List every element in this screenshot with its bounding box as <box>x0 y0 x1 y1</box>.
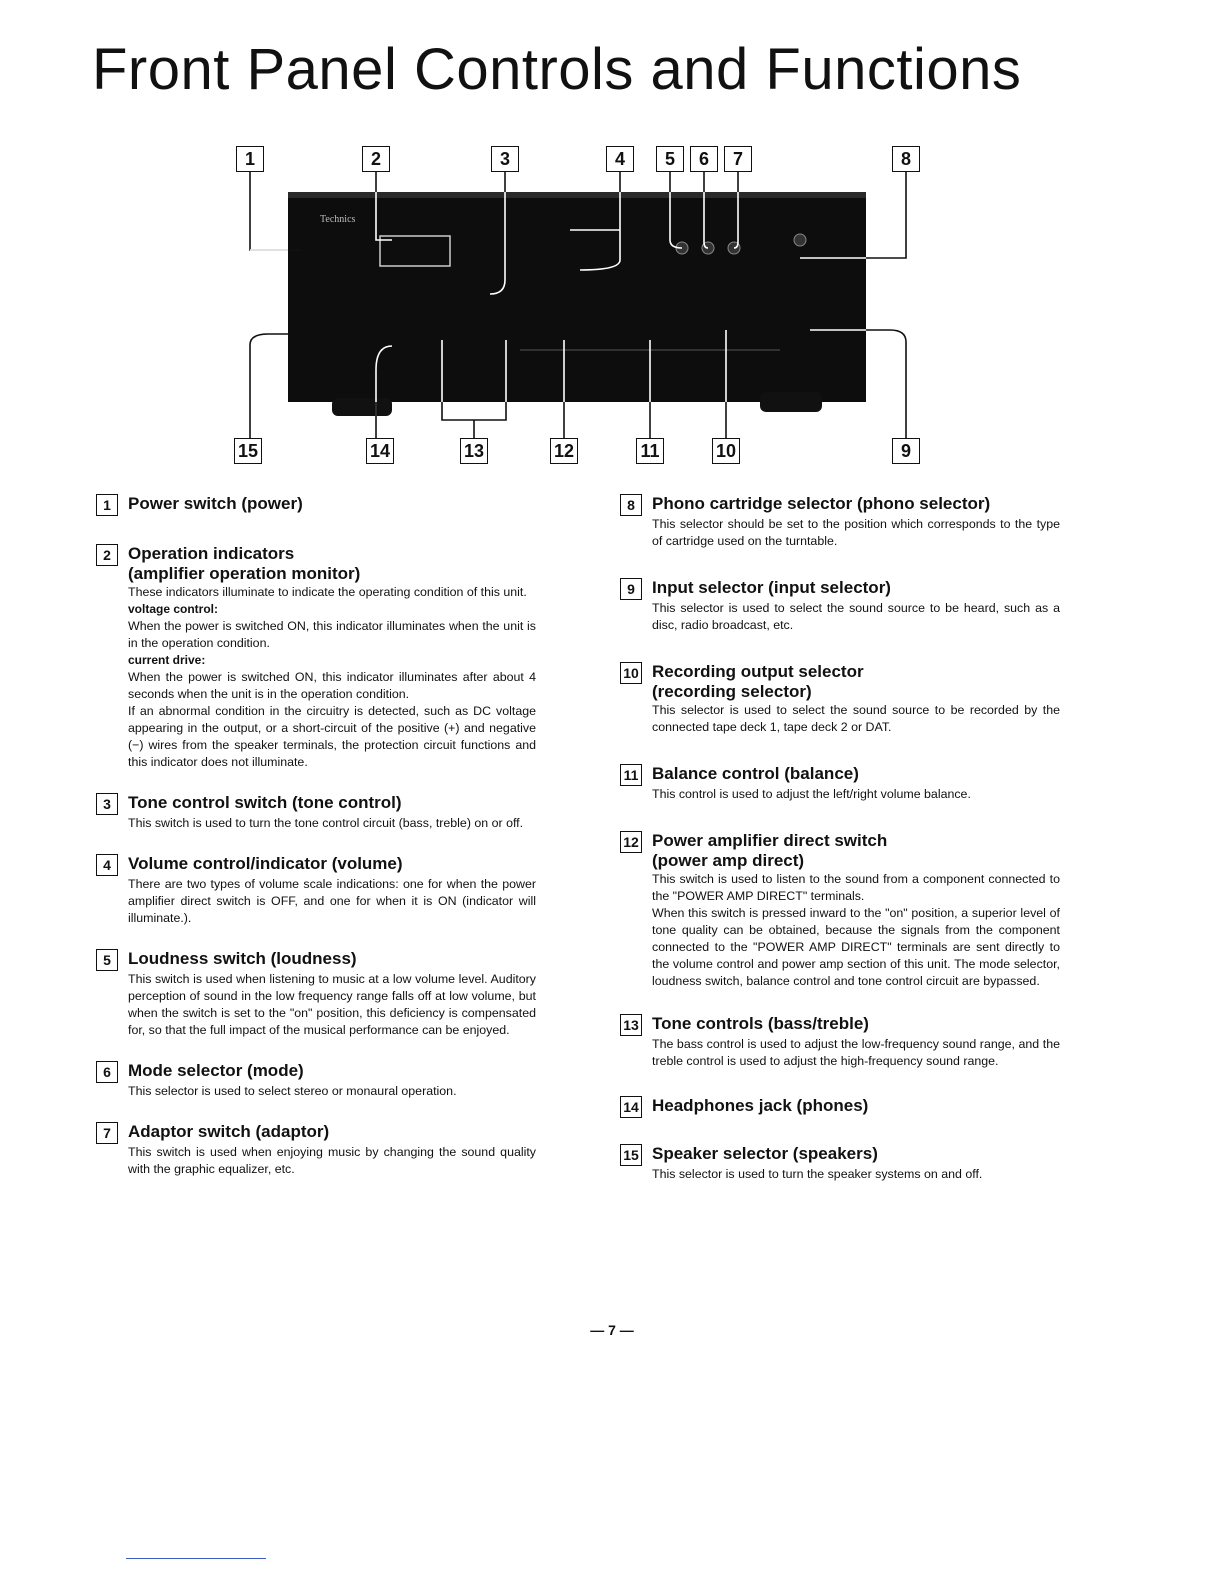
callout-5: 5 <box>656 146 684 172</box>
item-paragraph: The bass control is used to adjust the low-frequency sound range, and the treble control is used to adjust the high-frequency sound range. <box>652 1037 1060 1068</box>
item-number: 8 <box>620 494 642 516</box>
item-heading: Loudness switch (loudness) <box>128 949 357 968</box>
item-number: 7 <box>96 1122 118 1144</box>
item-number: 6 <box>96 1061 118 1083</box>
item-description <box>652 516 1060 550</box>
item-description <box>128 876 536 927</box>
item-number: 3 <box>96 793 118 815</box>
item-3 <box>96 793 536 832</box>
item-paragraph: These indicators illuminate to indicate the operating condition of this unit. <box>128 585 527 599</box>
item-14 <box>620 1096 1060 1118</box>
item-2 <box>96 544 536 771</box>
item-4 <box>96 854 536 927</box>
item-paragraph: This control is used to adjust the left/right volume balance. <box>652 787 971 801</box>
item-description <box>128 971 536 1039</box>
item-heading-row <box>620 1144 1060 1166</box>
item-paragraph: If an abnormal condition in the circuitry is detected, such as DC voltage appearing in the output, or a short-circuit of the positive (+) and negative (−) wires from the speaker terminals, the protection circuit functions and this indicator does not illuminate. <box>128 704 536 769</box>
item-paragraph: When this switch is pressed inward to the "on" position, a superior level of tone quality can be obtained, because the signals from the component connected to the "POWER AMP DIRECT" terminals are sent directly to the volume control and power amp section of this unit. The mode selector, loudness switch, balance control and tone control circuit are bypassed. <box>652 906 1060 988</box>
item-11 <box>620 764 1060 803</box>
callout-2: 2 <box>362 146 390 172</box>
item-paragraph: This switch is used to listen to the sound from a component connected to the "POWER AMP DIRECT" terminals. <box>652 872 1060 903</box>
callout-4: 4 <box>606 146 634 172</box>
item-heading-continued: (power amp direct) <box>652 851 805 870</box>
item-paragraph: This selector should be set to the position which corresponds to the type of cartridge used on the turntable. <box>652 517 1060 548</box>
callout-10: 10 <box>712 438 740 464</box>
item-description <box>652 786 1060 803</box>
callout-3: 3 <box>491 146 519 172</box>
item-heading: Power amplifier direct switch <box>652 831 888 850</box>
item-paragraph: This selector is used to select the sound source to be heard, such as a disc, radio broadcast, etc. <box>652 601 1060 632</box>
item-number: 14 <box>620 1096 642 1118</box>
item-1 <box>96 494 536 516</box>
page-number: — 7 — <box>590 1322 634 1338</box>
item-heading: Input selector (input selector) <box>652 578 891 597</box>
right-knob <box>760 392 822 412</box>
item-paragraph: This selector is used to select the sound source to be recorded by the connected tape deck 1, tape deck 2 or DAT. <box>652 703 1060 734</box>
callout-1: 1 <box>236 146 264 172</box>
item-heading: Headphones jack (phones) <box>652 1096 869 1115</box>
item-heading: Recording output selector <box>652 662 864 681</box>
item-subheading: current drive: <box>128 653 206 667</box>
item-heading-row <box>620 1096 1060 1118</box>
item-8 <box>620 494 1060 550</box>
item-number: 2 <box>96 544 118 566</box>
item-paragraph: This selector is used to select stereo or monaural operation. <box>128 1084 457 1098</box>
item-heading-row <box>620 578 1060 600</box>
amplifier-body <box>288 192 866 402</box>
item-heading-row <box>96 854 536 876</box>
item-15 <box>620 1144 1060 1183</box>
item-description <box>652 871 1060 990</box>
item-heading-row <box>620 1014 1060 1036</box>
item-description <box>128 815 536 832</box>
item-heading: Speaker selector (speakers) <box>652 1144 878 1163</box>
item-heading-row <box>620 494 1060 516</box>
item-heading: Volume control/indicator (volume) <box>128 854 403 873</box>
left-knob <box>332 398 392 416</box>
item-7 <box>96 1122 536 1178</box>
callout-12: 12 <box>550 438 578 464</box>
item-description <box>652 600 1060 634</box>
item-description <box>128 1083 536 1100</box>
front-panel-diagram <box>220 130 940 470</box>
right-column <box>620 494 1060 1183</box>
item-paragraph: There are two types of volume scale indications: one for when the power amplifier direct switch is OFF, and one for when it is ON (indicator will illuminate.). <box>128 877 536 925</box>
item-number: 15 <box>620 1144 642 1166</box>
callout-8: 8 <box>892 146 920 172</box>
item-9 <box>620 578 1060 634</box>
item-description <box>652 1166 1060 1183</box>
item-number: 1 <box>96 494 118 516</box>
item-5 <box>96 949 536 1039</box>
callout-13: 13 <box>460 438 488 464</box>
item-paragraph: When the power is switched ON, this indicator illuminates when the unit is in the operation condition. <box>128 619 536 650</box>
item-heading: Operation indicators <box>128 544 295 563</box>
item-heading-row <box>96 949 536 971</box>
item-heading-row <box>96 494 536 516</box>
item-heading-row <box>96 544 536 584</box>
item-subheading: voltage control: <box>128 602 219 616</box>
callout-6: 6 <box>690 146 718 172</box>
left-column <box>96 494 536 1178</box>
callout-14: 14 <box>366 438 394 464</box>
brand-logo: Technics <box>320 214 356 225</box>
item-paragraph: This switch is used when listening to music at a low volume level. Auditory perception of sound in the low frequency range falls off at low volume, but when the switch is set to the "on" position, this deficiency is compensated for, so that the full impact of the musical performance can be enjoyed. <box>128 972 536 1037</box>
item-heading: Power switch (power) <box>128 494 303 513</box>
item-10 <box>620 662 1060 736</box>
item-paragraph: This switch is used when enjoying music by changing the sound quality with the graphic equalizer, etc. <box>128 1145 536 1176</box>
item-12 <box>620 831 1060 990</box>
item-heading-row <box>96 1122 536 1144</box>
footer-divider <box>126 1558 266 1559</box>
item-paragraph: When the power is switched ON, this indicator illuminates after about 4 seconds when the unit is in the operation condition. <box>128 670 536 701</box>
item-description <box>652 1036 1060 1070</box>
item-heading: Tone control switch (tone control) <box>128 793 402 812</box>
item-6 <box>96 1061 536 1100</box>
item-heading-row <box>96 793 536 815</box>
item-number: 9 <box>620 578 642 600</box>
item-heading-row <box>620 764 1060 786</box>
item-heading: Tone controls (bass/treble) <box>652 1014 869 1033</box>
amplifier-illustration <box>220 130 940 470</box>
item-heading: Balance control (balance) <box>652 764 859 783</box>
item-number: 5 <box>96 949 118 971</box>
callout-11: 11 <box>636 438 664 464</box>
item-paragraph: This switch is used to turn the tone control circuit (bass, treble) on or off. <box>128 816 524 830</box>
item-number: 13 <box>620 1014 642 1036</box>
item-heading: Mode selector (mode) <box>128 1061 304 1080</box>
item-heading: Phono cartridge selector (phono selector) <box>652 494 991 513</box>
callout-9: 9 <box>892 438 920 464</box>
item-description <box>128 1144 536 1178</box>
item-description <box>128 584 536 771</box>
item-heading: Adaptor switch (adaptor) <box>128 1122 330 1141</box>
item-heading-continued: (amplifier operation monitor) <box>128 564 361 583</box>
item-number: 11 <box>620 764 642 786</box>
item-heading-continued: (recording selector) <box>652 682 812 701</box>
item-13 <box>620 1014 1060 1070</box>
item-heading-row <box>620 662 1060 702</box>
item-number: 10 <box>620 662 642 684</box>
page-title: Front Panel Controls and Functions <box>92 37 1022 102</box>
item-heading-row <box>620 831 1060 871</box>
callout-7: 7 <box>724 146 752 172</box>
item-heading-row <box>96 1061 536 1083</box>
item-number: 12 <box>620 831 642 853</box>
item-number: 4 <box>96 854 118 876</box>
item-description <box>652 702 1060 736</box>
item-paragraph: This selector is used to turn the speaker systems on and off. <box>652 1167 983 1181</box>
callout-15: 15 <box>234 438 262 464</box>
